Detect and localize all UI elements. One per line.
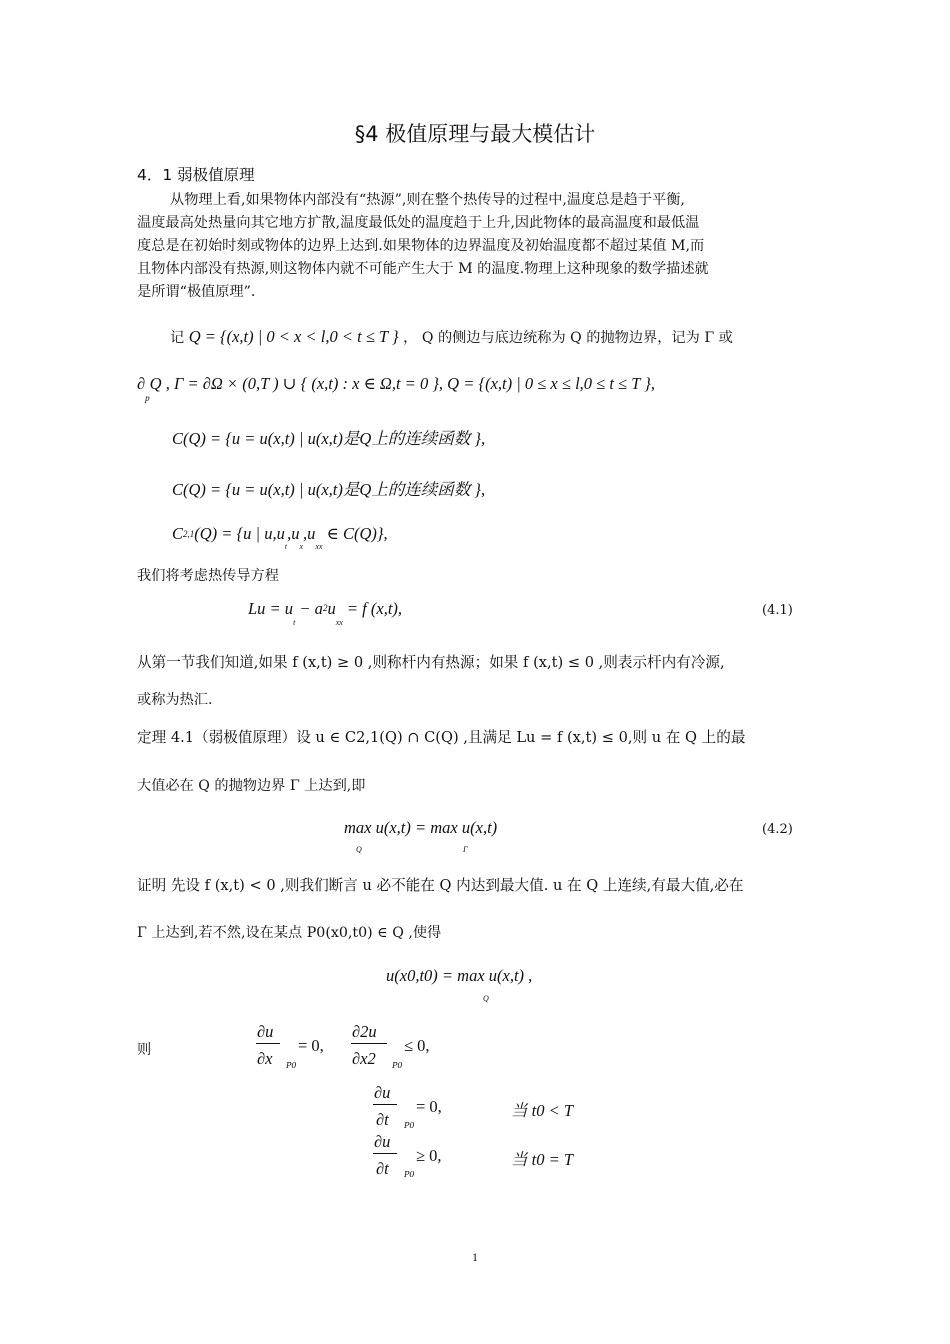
c21-mid2: ,u xyxy=(303,524,316,543)
deriv2-sub: P0 xyxy=(404,1121,415,1130)
cqbar-definition: C(Q) = {u = u(x,t) | u(x,t)是Q上的连续函数 }, xyxy=(172,480,486,499)
deriv2-condition: 当 t0 < T xyxy=(511,1101,574,1120)
deriv1-den2: ∂x2 xyxy=(352,1049,376,1068)
max-under-q: Q xyxy=(483,994,489,1003)
eq41-rhs: = f (x,t), xyxy=(346,599,403,618)
heat-line-1: 从第一节我们知道,如果 f (x,t) ≥ 0 ,则称杆内有热源；如果 f (x,t) ≤ 0 ,则表示杆内有冷源, xyxy=(137,654,725,671)
q-letter: Q xyxy=(149,374,162,393)
deriv1-sub1: P0 xyxy=(286,1061,297,1070)
equation-4-2-label: (4.2) xyxy=(762,822,793,837)
theorem-line-1: 定理 4.1（弱极值原理）设 u ∈ C2,1(Q) ∩ C(Q) ,且满足 Lu = f (x,t) ≤ 0,则 u 在 Q 上的最 xyxy=(137,729,746,746)
page-number: 1 xyxy=(472,1250,478,1264)
then-text: 则 xyxy=(137,1042,152,1058)
deriv1-fraction-bar-1 xyxy=(256,1043,280,1044)
intro-line-5: 是所谓“极值原理”. xyxy=(137,284,256,300)
deriv3-num: ∂u xyxy=(374,1132,391,1151)
deriv2-fraction-bar xyxy=(373,1104,397,1105)
eq41-sub-t: t xyxy=(293,618,296,627)
proof-line-1: 证明 先设 f (x,t) < 0 ,则我们断言 u 必不能在 Q 内达到最大值. u 在 Q 上连续,有最大值,必在 xyxy=(137,877,744,894)
deriv2-num: ∂u xyxy=(374,1083,391,1102)
deriv1-den1: ∂x xyxy=(257,1049,273,1068)
deriv3-sub: P0 xyxy=(404,1170,415,1179)
eq41-minus: − a xyxy=(299,599,323,618)
deriv1-val1: = 0, xyxy=(298,1036,324,1055)
eq41-sub-xx: xx xyxy=(335,618,343,627)
intro-line-1: 从物理上看,如果物体内部没有“热源”,则在整个热传导的过程中,温度总是趋于平衡, xyxy=(170,192,685,208)
section-heading: 4．1 弱极值原理 xyxy=(137,166,255,184)
c21-body: (Q) = {u | u,u xyxy=(194,524,285,543)
page-title: §4 极值原理与最大模估计 xyxy=(354,122,596,146)
equation-4-1 xyxy=(248,599,403,627)
deriv2-val: = 0, xyxy=(416,1097,442,1116)
deriv3-val: ≥ 0, xyxy=(416,1146,442,1165)
def-line-1 xyxy=(170,325,733,350)
c21-definition xyxy=(172,524,388,551)
intro-line-3: 度总是在初始时刻或物体的边界上达到.如果物体的边界温度及初始温度都不超过某值 M,而 xyxy=(137,238,705,254)
theorem-line-2: 大值必在 Q 的抛物边界 Γ 上达到,即 xyxy=(137,778,366,794)
heat-line-2: 或称为热汇. xyxy=(137,692,213,708)
partial-symbol: ∂ xyxy=(137,374,146,393)
c21-head: C xyxy=(172,524,184,543)
intro-line-4: 且物体内部没有热源,则这物体内就不可能产生大于 M 的温度.物理上这种现象的数学描述就 xyxy=(137,261,709,277)
eq42-under-gamma: Γ xyxy=(463,845,468,854)
gamma-definition: , Γ = ∂Ω × (0,T ) ∪ { (x,t) : x ∈ Ω,t = 0 }, xyxy=(165,374,444,393)
intro-line-2: 温度最高处热量向其它地方扩散,温度最低处的温度趋于上升,因此物体的最高温度和最低温 xyxy=(137,215,700,231)
max-equation: u(x0,t0) = max u(x,t) , xyxy=(386,966,533,985)
c21-superscript: 2,1 xyxy=(183,529,195,539)
cq-definition: C(Q) = {u = u(x,t) | u(x,t)是Q上的连续函数 }, xyxy=(172,429,486,448)
consider-text: 我们将考虑热传导方程 xyxy=(137,568,279,584)
p-subscript: p xyxy=(145,393,150,403)
eq42-under-q: Q xyxy=(356,845,362,854)
c21-sub-t: t xyxy=(284,542,288,551)
deriv2-den: ∂t xyxy=(376,1110,389,1129)
q-set-definition: Q = {(x,t) | 0 < x < l,0 < t ≤ T } xyxy=(188,327,399,346)
deriv1-num1: ∂u xyxy=(257,1022,274,1041)
def-line-2 xyxy=(137,374,655,403)
deriv3-fraction-bar xyxy=(373,1153,397,1154)
deriv1-fraction-bar-2 xyxy=(351,1043,387,1044)
qbar-set-definition: Q = {(x,t) | 0 ≤ x ≤ l,0 ≤ t ≤ T }, xyxy=(447,374,655,393)
eq41-u: u xyxy=(327,599,336,618)
equation-4-2: max u(x,t) = max u(x,t) xyxy=(344,818,498,837)
equation-4-1-label: (4.1) xyxy=(762,603,793,618)
c21-tail: ∈ C(Q)}, xyxy=(326,524,388,543)
proof-line-2: Γ 上达到,若不然,设在某点 P0(x0,t0) ∈ Q ,使得 xyxy=(137,925,442,941)
c21-sub-x: x xyxy=(299,542,303,551)
c21-mid1: ,u xyxy=(287,524,300,543)
def-middle-text: ， Q 的侧边与底边统称为 Q 的抛物边界，记为 Γ 或 xyxy=(403,330,733,346)
eq41-sup-2: 2 xyxy=(322,603,328,613)
deriv3-condition: 当 t0 = T xyxy=(511,1150,574,1169)
deriv1-val2: ≤ 0, xyxy=(404,1036,430,1055)
eq41-lhs: Lu = u xyxy=(248,599,294,618)
def-prefix: 记 xyxy=(170,330,185,346)
deriv1-num2: ∂2u xyxy=(352,1022,377,1041)
c21-sub-xx: xx xyxy=(315,542,323,551)
deriv3-den: ∂t xyxy=(376,1159,389,1178)
deriv1-sub2: P0 xyxy=(392,1061,403,1070)
